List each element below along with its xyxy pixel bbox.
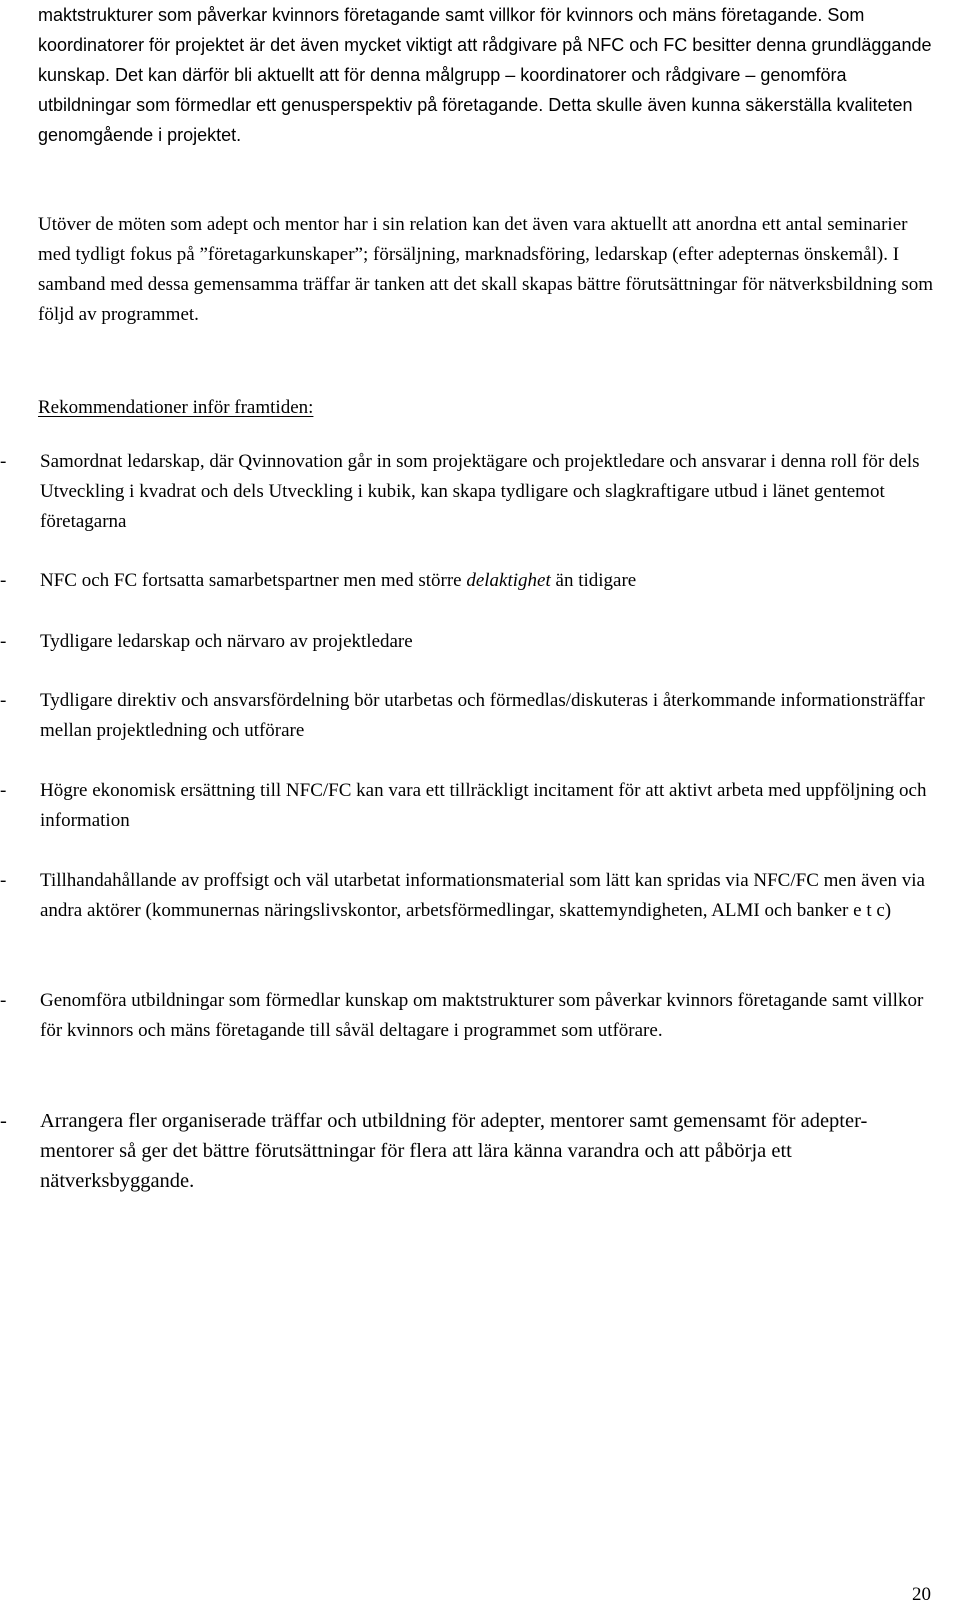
- recommendation-text: Tillhandahållande av proffsigt och väl utarbetat informationsmaterial som lätt kan spridas via NFC/FC men även via andra aktörer (kommunernas näringslivskontor, arbetsförmedlingar, skattemyndigheten, ALMI och banker e t c): [40, 870, 925, 921]
- recommendation-text: Tydligare direktiv och ansvarsfördelning bör utarbetas och förmedlas/diskuteras i återkommande informationsträffar mellan projektledning och utförare: [40, 690, 925, 741]
- recommendations-heading: Rekommendationer inför framtiden:: [38, 397, 314, 418]
- recommendation-text: Högre ekonomisk ersättning till NFC/FC kan vara ett tillräckligt incitament för att aktivt arbeta med uppföljning och information: [40, 780, 927, 831]
- intro-paragraph: maktstrukturer som påverkar kvinnors företagande samt villkor för kvinnors och mäns företagande. Som koordinatorer för projektet är det även mycket viktigt att rådgivare på NFC och FC besitter denna grundläggande kunskap. Det kan därför bli aktuellt att för denna målgrupp – koordinatorer och rådgivare – genomföra utbildningar som förmedlar ett genusperspektiv på företagande. Detta skulle även kunna säkerställa kvaliteten genomgående i projektet.: [38, 5, 932, 145]
- list-dash: -: [0, 570, 7, 591]
- recommendation-text: Arrangera fler organiserade träffar och utbildning för adepter, mentorer samt gemensamt för adepter-mentorer så ger det bättre förutsättningar för flera att lära känna varandra och att påbörja ett nätverksbyggande.: [40, 1110, 868, 1192]
- recommendation-item: [0, 776, 938, 836]
- list-dash: -: [0, 631, 7, 652]
- list-dash: -: [0, 451, 7, 472]
- page-number: 20: [912, 1584, 931, 1605]
- recommendation-emphasis: delaktighet: [466, 570, 551, 591]
- recommendation-item: [0, 627, 938, 657]
- recommendation-item: [0, 866, 938, 926]
- recommendation-text-end: än tidigare: [550, 570, 637, 591]
- recommendation-item: [0, 1106, 938, 1196]
- list-dash: -: [0, 870, 7, 891]
- recommendation-text: [40, 566, 938, 596]
- recommendation-item: [0, 566, 938, 596]
- list-dash: -: [0, 690, 7, 711]
- recommendation-text-start: NFC och FC fortsatta samarbetspartner men med större: [40, 570, 467, 591]
- list-dash: -: [0, 1110, 7, 1132]
- recommendation-item: [0, 686, 938, 746]
- recommendation-text: Tydligare ledarskap och närvaro av projektledare: [40, 631, 413, 652]
- list-dash: -: [0, 780, 7, 801]
- recommendation-item: [0, 986, 938, 1046]
- seminar-paragraph: Utöver de möten som adept och mentor har i sin relation kan det även vara aktuellt att anordna ett antal seminarier med tydligt fokus på ”företagarkunskaper”; försäljning, marknadsföring, ledarskap (efter adepternas önskemål). I samband med dessa gemensamma träffar är tanken att det skall skapas bättre förutsättningar för nätverksbildning som följd av programmet.: [38, 214, 934, 325]
- recommendation-text: Samordnat ledarskap, där Qvinnovation går in som projektägare och projektledare och ansvarar i denna roll för dels Utveckling i kvadrat och dels Utveckling i kubik, kan skapa tydligare och slagkraftigare utbud i länet gentemot företagarna: [40, 451, 920, 532]
- recommendation-item: [0, 447, 938, 537]
- list-dash: -: [0, 990, 7, 1011]
- recommendation-text: Genomföra utbildningar som förmedlar kunskap om maktstrukturer som påverkar kvinnors företagande samt villkor för kvinnors och mäns företagande till såväl deltagare i programmet som utförare.: [40, 990, 924, 1041]
